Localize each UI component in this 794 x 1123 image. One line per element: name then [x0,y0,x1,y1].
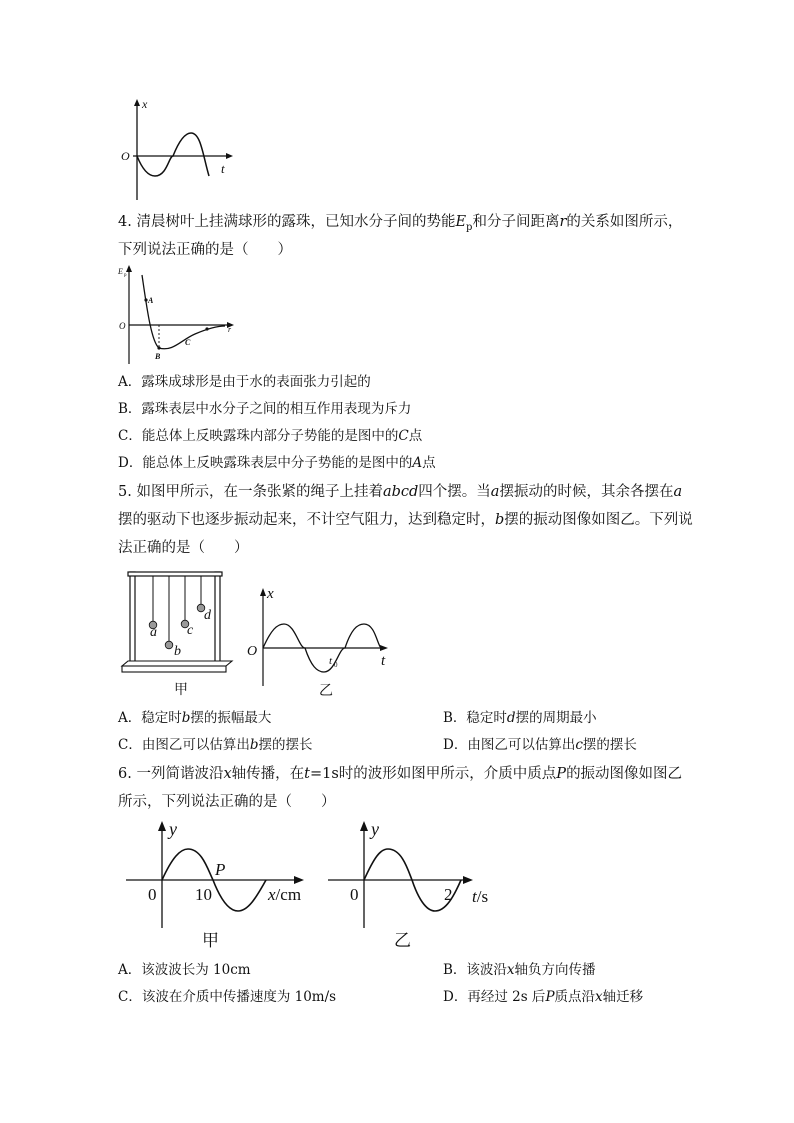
q6-right-origin: 0 [350,885,359,904]
q6-vibration-graph [322,818,502,953]
q4-graph-x-label: r [228,325,232,334]
q6-right-t-var: t [472,887,477,906]
q5-option-b-var: d [506,710,516,726]
q5-option-b-pre: B．稳定时 [443,710,507,726]
q5-option-a-pre: A．稳定时 [118,710,182,726]
q6-text-1d: 的振动图像如图乙 [566,766,683,782]
q4-ep-symbol: E [455,214,467,230]
q6-option-d-post: 质点沿 [554,989,596,1005]
q6-option-d-pre: D．再经过 2s 后 [443,989,546,1005]
q4-text-b: 和分子间距离 [472,214,560,230]
q6-p-var: P [556,766,567,782]
top-xt-graph [115,96,245,206]
q6-left-point-p: P [215,860,226,879]
q5-number: 5. [118,484,132,500]
top-x-label: x [142,97,148,111]
q5-text-1b: 四个摆。当 [418,484,491,500]
q4-option-d-pre: D．能总体上反映露珠表层中分子势能的是图中的 [118,455,413,471]
q6-option-b-var: x [506,962,515,978]
q5-graph-t0-label: t [329,655,333,667]
q5-pendulum-figure [118,568,238,696]
q4-graph-y-label: E [118,267,123,276]
q5-option-a-var: b [181,710,191,726]
q5-stem-line1 [118,478,698,507]
q4-point-a-label: A [148,296,154,305]
q4-option-c[interactable] [118,423,422,450]
q6-right-t-unit: /s [476,887,489,906]
q5-bob-a-label: a [150,625,157,640]
q4-text-c: 的关系如图所示， [566,214,683,230]
q6-waveform-graph [122,818,317,953]
q5-option-c-pre: C．由图乙可以估算出 [118,737,250,753]
q6-right-tick-2: 2 [444,885,453,904]
q4-stem-line2: 下列说法正确的是（ ） [118,242,292,258]
q6-fig-yi-caption: 乙 [394,931,411,950]
q6-option-d-var2: x [595,989,603,1005]
q5-option-c-var: b [249,737,259,753]
q4-graph-origin: O [119,321,126,331]
q5-option-d-pre: D．由图乙可以估算出 [443,737,576,753]
top-t-label: t [221,161,225,176]
top-origin-label: O [121,149,130,163]
q5-graph-t-label: t [381,653,386,669]
q4-r-symbol: r [559,214,567,230]
q6-left-x-label [267,885,301,904]
q6-left-tick-10: 10 [195,885,212,904]
q4-option-c-pre: C．能总体上反映露珠内部分子势能的是图中的 [118,428,399,444]
q6-option-b-pre: B．该波沿 [443,962,507,978]
q6-text-1a: 一列简谐波沿 [136,766,224,782]
q5-fig-yi-caption: 乙 [319,684,333,699]
q5-vibration-graph [243,578,393,700]
q4-option-d-var: A [412,455,423,471]
q5-bob-d-label: d [204,608,211,623]
q4-option-d[interactable] [118,450,436,477]
q4-text-a: 清晨树叶上挂满球形的露珠，已知水分子间的势能 [136,214,456,230]
q5-bob-c-label: c [187,623,194,638]
q5-stem-line3: 法正确的是（ ） [118,540,249,556]
q6-left-x-var: x [268,885,276,904]
q5-abcd: abcd [382,484,419,500]
q5-b-var: b [495,512,505,528]
q5-graph-t0-sub: 0 [334,661,338,669]
q4-ep-r-graph [115,262,240,367]
q4-option-a[interactable]: A．露珠成球形是由于水的表面张力引起的 [118,374,371,390]
q6-right-y-label: y [371,819,379,839]
q5-option-a-post: 摆的振幅最大 [190,710,272,726]
q5-option-c[interactable] [118,732,313,759]
q6-option-b-post: 轴负方向传播 [514,962,596,978]
q6-text-1c: =1s时的波形如图甲所示，介质中质点 [309,766,557,782]
q6-option-d-var: P [545,989,555,1005]
q6-option-b[interactable] [443,957,596,984]
q5-bob-b-label: b [174,644,181,659]
q6-text-1b: 轴传播，在 [231,766,305,782]
q6-stem-line1 [118,760,698,789]
q6-stem-line2: 所示，下列说法正确的是（ ） [118,794,336,810]
q5-text-2a: 摆的驱动下也逐步振动起来，不计空气阻力，达到稳定时， [118,512,495,528]
q6-number: 6. [118,766,132,782]
q6-t-var: t [304,766,310,782]
q5-graph-origin: O [247,644,258,659]
q4-ep-sub: p [466,221,473,233]
q5-text-1a: 如图甲所示，在一条张紧的绳子上挂着 [136,484,383,500]
q5-option-d-post: 摆的摆长 [582,737,637,753]
q4-point-b-label: B [155,352,161,361]
q6-x-var: x [223,766,232,782]
q4-number: 4. [118,214,132,230]
q6-fig-jia-caption: 甲 [202,931,219,950]
q5-graph-x-label: x [267,586,274,602]
q6-left-origin: 0 [148,885,157,904]
q6-left-x-unit: /cm [275,885,302,904]
q5-a-var: a [490,484,500,500]
q6-option-a[interactable]: A．该波波长为 10cm [118,962,251,978]
q5-option-b[interactable] [443,705,597,732]
q5-a-var2: a [673,484,683,500]
q5-stem-line2 [118,506,698,535]
q6-option-d-post2: 轴迁移 [602,989,644,1005]
q4-point-c-label: C [185,338,191,347]
q5-option-d[interactable] [443,732,637,759]
q6-option-c[interactable]: C．该波在介质中传播速度为 10m/s [118,989,337,1005]
q5-option-c-post: 摆的摆长 [258,737,313,753]
q4-graph-y-sub: p [124,273,127,278]
q5-option-a[interactable] [118,705,271,732]
q4-option-d-post: 点 [422,455,436,471]
q6-left-y-label: y [169,819,177,839]
q6-option-d[interactable] [443,984,643,1011]
q5-text-2b: 摆的振动图像如图乙。下列说 [504,512,693,528]
q4-option-c-post: 点 [408,428,423,444]
q4-option-b[interactable]: B．露珠表层中水分子之间的相互作用表现为斥力 [118,401,412,417]
q6-right-t-label [472,887,488,906]
q5-fig-jia-caption: 甲 [174,683,188,696]
q5-text-1c: 摆振动的时候，其余各摆在 [499,484,674,500]
q5-option-b-post: 摆的周期最小 [515,710,597,726]
q4-option-c-var: C [398,428,409,444]
q5-option-d-var: c [575,737,583,753]
